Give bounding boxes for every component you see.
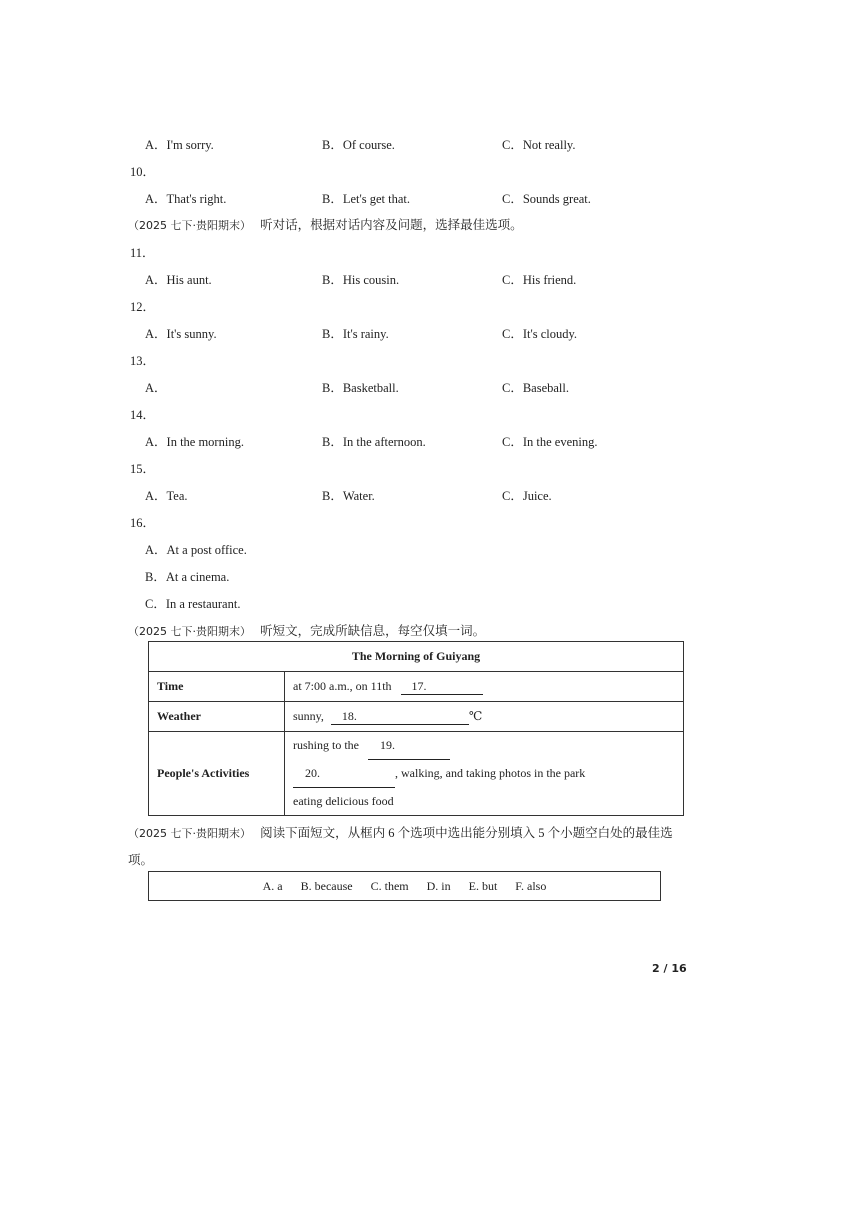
choice-box xyxy=(148,871,661,901)
table-title: The Morning of Guiyang xyxy=(149,642,684,672)
choice-c: C. them xyxy=(370,878,409,893)
q16-number: 16． xyxy=(130,516,156,530)
q16-option-b: B．At a cinema. xyxy=(145,570,230,584)
choice-e: E. but xyxy=(468,878,498,893)
activity-text-2: , walking, and taking photos in the park xyxy=(395,766,586,780)
q15-option-a: A．Tea. xyxy=(145,489,188,503)
q9-option-c: C．Not really. xyxy=(502,138,576,152)
blank-19: 19. xyxy=(368,732,450,760)
choice-b: B. because xyxy=(300,878,353,893)
page-number: 2 / 16 xyxy=(652,962,687,975)
choice-a: A. a xyxy=(262,878,283,893)
q12-option-c: C．It's cloudy. xyxy=(502,327,578,341)
activity-text-1: rushing to the xyxy=(293,738,359,752)
section-instruction-3 xyxy=(128,823,673,841)
info-table xyxy=(148,641,684,816)
q13-option-c: C．Baseball. xyxy=(502,381,570,395)
q14-option-a: A．In the morning. xyxy=(145,435,244,449)
instruction-text: 阅读下面短文，从框内 6 个选项中选出能分别填入 5 个小题空白处的最佳选 xyxy=(260,826,673,840)
q12-number: 12． xyxy=(130,300,156,314)
q16-option-c: C．In a restaurant. xyxy=(145,597,241,611)
q14-option-b: B．In the afternoon. xyxy=(322,435,426,449)
blank-17: 17. xyxy=(401,679,483,695)
blank-18: 18. xyxy=(331,709,469,725)
activities-label: People's Activities xyxy=(149,732,285,816)
time-text: at 7:00 a.m., on 11th xyxy=(293,678,392,693)
q14-option-c: C．In the evening. xyxy=(502,435,598,449)
choice-f: F. also xyxy=(515,878,547,893)
q15-option-c: C．Juice. xyxy=(502,489,552,503)
q10-option-c: C．Sounds great. xyxy=(502,192,591,206)
q13-option-a: A． xyxy=(145,381,167,395)
activity-line-1 xyxy=(293,732,675,760)
weather-text: sunny, xyxy=(293,708,324,723)
celsius-unit: ℃ xyxy=(468,708,483,723)
instruction-text: 听短文，完成所缺信息，每空仅填一词。 xyxy=(260,624,486,638)
q11-number: 11． xyxy=(130,246,155,260)
blank-20: 20. xyxy=(293,760,395,788)
time-cell xyxy=(285,672,684,702)
section-instruction-2 xyxy=(128,621,485,639)
source-tag: （2025 七下·贵阳期末） xyxy=(128,219,251,232)
q11-option-c: C．His friend. xyxy=(502,273,577,287)
source-tag: （2025 七下·贵阳期末） xyxy=(128,827,251,840)
q12-option-a: A．It's sunny. xyxy=(145,327,217,341)
choice-d: D. in xyxy=(426,878,451,893)
instruction-text-line-2: 项。 xyxy=(128,853,154,867)
q11-option-a: A．His aunt. xyxy=(145,273,212,287)
activity-line-2 xyxy=(293,760,675,788)
q12-option-b: B．It's rainy. xyxy=(322,327,389,341)
q13-option-b: B．Basketball. xyxy=(322,381,399,395)
activities-cell xyxy=(285,732,684,816)
weather-label: Weather xyxy=(149,702,285,732)
q15-number: 15． xyxy=(130,462,156,476)
q15-option-b: B．Water. xyxy=(322,489,375,503)
q13-number: 13． xyxy=(130,354,156,368)
q11-option-b: B．His cousin. xyxy=(322,273,400,287)
section-instruction-1 xyxy=(128,215,523,233)
activity-text-3: eating delicious food xyxy=(293,794,394,808)
q9-option-a: A．I'm sorry. xyxy=(145,138,214,152)
activity-line-3 xyxy=(293,788,675,815)
q9-option-b: B．Of course. xyxy=(322,138,395,152)
time-label: Time xyxy=(149,672,285,702)
q10-option-b: B．Let's get that. xyxy=(322,192,411,206)
q10-number: 10． xyxy=(130,165,156,179)
instruction-text: 听对话，根据对话内容及问题，选择最佳选项。 xyxy=(260,218,523,232)
q16-option-a: A．At a post office. xyxy=(145,543,247,557)
weather-cell xyxy=(285,702,684,732)
source-tag: （2025 七下·贵阳期末） xyxy=(128,625,251,638)
q14-number: 14． xyxy=(130,408,156,422)
q10-option-a: A．That's right. xyxy=(145,192,227,206)
